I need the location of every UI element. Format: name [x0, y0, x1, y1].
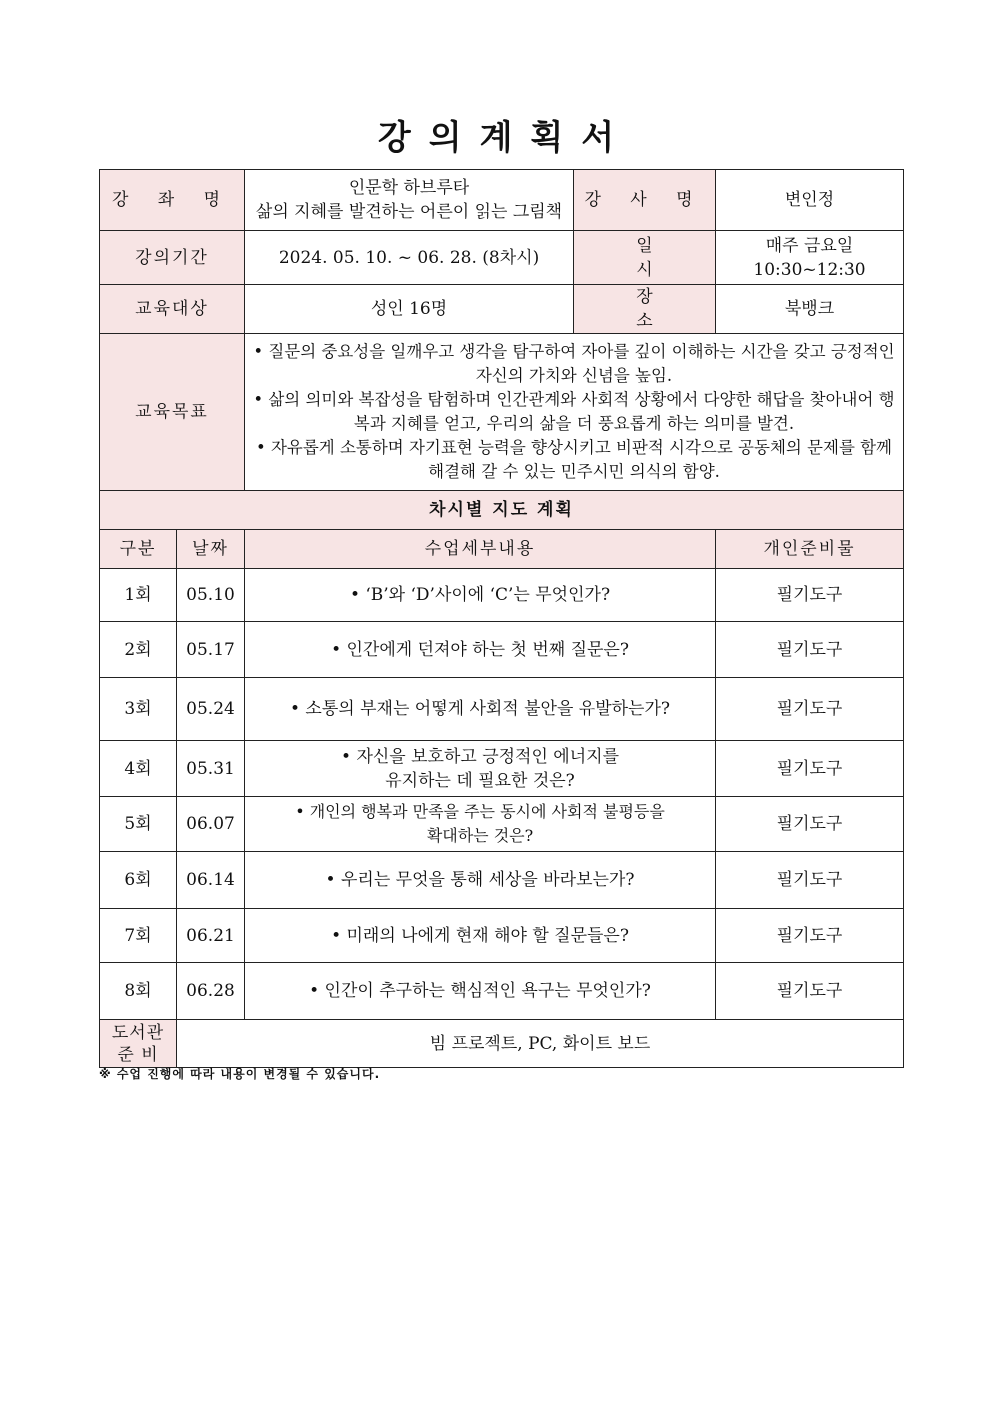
date-cell: 06.28 — [177, 963, 245, 1020]
session-cell: 7회 — [100, 909, 177, 963]
content-cell: • 미래의 나에게 현재 해야 할 질문들은? — [245, 909, 716, 963]
library-label-line1: 도서관 — [111, 1022, 165, 1043]
date-cell: 06.07 — [177, 797, 245, 852]
materials-cell: 필기도구 — [716, 963, 904, 1020]
library-items: 빔 프로젝트, PC, 화이트 보드 — [177, 1020, 904, 1068]
table-row — [100, 797, 904, 852]
table-row — [100, 909, 904, 963]
header-date: 날짜 — [177, 530, 245, 569]
session-cell: 5회 — [100, 797, 177, 852]
materials-cell: 필기도구 — [716, 852, 904, 909]
goal-item: • 삶의 의미와 복잡성을 탐험하며 인간관계와 사회적 상황에서 다양한 해답을 찾아내어 행복과 지혜를 얻고, 우리의 삶을 더 풍요롭게 하는 의미를 발견. — [253, 390, 895, 433]
content-cell: • 인간에게 던져야 하는 첫 번째 질문은? — [245, 622, 716, 678]
session-cell: 3회 — [100, 678, 177, 741]
library-label-line2: 준 비 — [117, 1044, 159, 1065]
place-value: 북뱅크 — [716, 285, 904, 334]
content-cell: • 자신을 보호하고 긍정적인 에너지를 유지하는 데 필요한 것은? — [245, 741, 716, 797]
table-row — [100, 741, 904, 797]
period-row — [100, 231, 904, 285]
target-label: 교육대상 — [100, 285, 245, 334]
course-name-line1: 인문학 하브루타 — [348, 178, 470, 198]
date-cell: 06.21 — [177, 909, 245, 963]
course-name-line2: 삶의 지혜를 발견하는 어른이 읽는 그림책 — [255, 202, 563, 222]
materials-cell: 필기도구 — [716, 678, 904, 741]
table-row — [100, 678, 904, 741]
goal-item: • 자유롭게 소통하며 자기표현 능력을 향상시키고 비판적 시각으로 공동체의 문제를 함께 해결해 갈 수 있는 민주시민 의식의 함양. — [256, 438, 893, 481]
content-cell: • 우리는 무엇을 통해 세상을 바라보는가? — [245, 852, 716, 909]
instructor-label: 강 사 명 — [574, 170, 716, 231]
date-cell: 05.31 — [177, 741, 245, 797]
course-row — [100, 170, 904, 231]
header-content: 수업세부내용 — [245, 530, 716, 569]
goals-row — [100, 334, 904, 491]
materials-cell: 필기도구 — [716, 797, 904, 852]
course-name — [245, 170, 574, 231]
header-materials: 개인준비물 — [716, 530, 904, 569]
table-row — [100, 963, 904, 1020]
period-label: 강의기간 — [100, 231, 245, 285]
instructor-name: 변인정 — [716, 170, 904, 231]
materials-cell: 필기도구 — [716, 909, 904, 963]
content-cell: • ‘B’와 ‘D’사이에 ‘C’는 무엇인가? — [245, 569, 716, 622]
content-cell: • 인간이 추구하는 핵심적인 욕구는 무엇인가? — [245, 963, 716, 1020]
schedule-line1: 매주 금요일 — [765, 235, 854, 256]
date-cell: 05.24 — [177, 678, 245, 741]
table-row — [100, 622, 904, 678]
section-title: 차시별 지도 계획 — [100, 491, 904, 530]
library-label — [100, 1020, 177, 1068]
content-cell: • 개인의 행복과 만족을 주는 동시에 사회적 불평등을 확대하는 것은? — [245, 797, 716, 852]
materials-cell: 필기도구 — [716, 569, 904, 622]
place-label: 장 소 — [574, 285, 716, 334]
date-cell: 05.10 — [177, 569, 245, 622]
goals-label: 교육목표 — [100, 334, 245, 491]
schedule-label: 일 시 — [574, 231, 716, 285]
materials-cell: 필기도구 — [716, 622, 904, 678]
content-cell: • 소통의 부재는 어떻게 사회적 불안을 유발하는가? — [245, 678, 716, 741]
change-notice: ※ 수업 진행에 따라 내용이 변경될 수 있습니다. — [99, 1067, 381, 1081]
table-row — [100, 569, 904, 622]
table-row — [100, 852, 904, 909]
goals-content — [245, 334, 904, 491]
date-cell: 05.17 — [177, 622, 245, 678]
schedule-value — [716, 231, 904, 285]
session-cell: 8회 — [100, 963, 177, 1020]
goal-item: • 질문의 중요성을 일깨우고 생각을 탐구하여 자아를 깊이 이해하는 시간을 갖고 긍정적인 자신의 가치와 신념을 높임. — [253, 342, 895, 385]
library-row — [100, 1020, 904, 1068]
date-cell: 06.14 — [177, 852, 245, 909]
session-cell: 6회 — [100, 852, 177, 909]
section-title-row — [100, 491, 904, 530]
period-value: 2024. 05. 10. ~ 06. 28. (8차시) — [245, 231, 574, 285]
session-cell: 2회 — [100, 622, 177, 678]
target-value: 성인 16명 — [245, 285, 574, 334]
course-label: 강 좌 명 — [100, 170, 245, 231]
schedule-line2: 10:30~12:30 — [753, 259, 866, 280]
lecture-plan-table — [99, 169, 904, 1068]
page-title: 강의계획서 — [377, 118, 633, 158]
header-session: 구분 — [100, 530, 177, 569]
session-cell: 4회 — [100, 741, 177, 797]
session-cell: 1회 — [100, 569, 177, 622]
target-row — [100, 285, 904, 334]
plan-header-row — [100, 530, 904, 569]
materials-cell: 필기도구 — [716, 741, 904, 797]
